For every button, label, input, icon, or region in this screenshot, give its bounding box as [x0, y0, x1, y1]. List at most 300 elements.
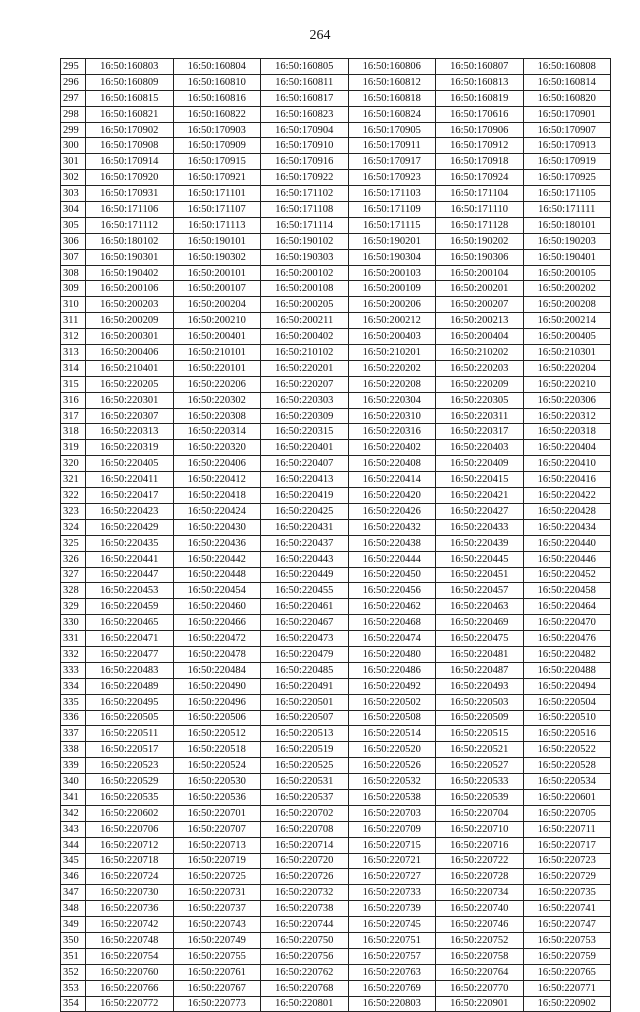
table-cell: 16:50:220525 [261, 758, 349, 774]
row-number: 306 [61, 233, 86, 249]
table-row [61, 74, 611, 90]
table-cell: 16:50:220506 [173, 710, 261, 726]
table-cell: 16:50:220704 [436, 805, 524, 821]
row-number: 310 [61, 297, 86, 313]
row-number: 336 [61, 710, 86, 726]
table-row [61, 631, 611, 647]
table-cell: 16:50:220745 [348, 917, 436, 933]
table-cell: 16:50:220313 [86, 424, 174, 440]
table-row [61, 742, 611, 758]
table-row [61, 59, 611, 75]
table-cell: 16:50:171106 [86, 202, 174, 218]
table-cell: 16:50:220602 [86, 805, 174, 821]
table-cell: 16:50:220717 [523, 837, 611, 853]
table-cell: 16:50:220803 [348, 996, 436, 1012]
table-cell: 16:50:220501 [261, 694, 349, 710]
table-row [61, 154, 611, 170]
table-cell: 16:50:220472 [173, 631, 261, 647]
table-cell: 16:50:160811 [261, 74, 349, 90]
table-cell: 16:50:160817 [261, 90, 349, 106]
table-cell: 16:50:171114 [261, 217, 349, 233]
table-cell: 16:50:220420 [348, 488, 436, 504]
row-number: 331 [61, 631, 86, 647]
table-cell: 16:50:220305 [436, 392, 524, 408]
table-cell: 16:50:220487 [436, 662, 524, 678]
table-cell: 16:50:220451 [436, 567, 524, 583]
table-cell: 16:50:170916 [261, 154, 349, 170]
row-number: 328 [61, 583, 86, 599]
table-cell: 16:50:200404 [436, 329, 524, 345]
table-cell: 16:50:220770 [436, 980, 524, 996]
table-row [61, 917, 611, 933]
table-cell: 16:50:220703 [348, 805, 436, 821]
table-cell: 16:50:220515 [436, 726, 524, 742]
table-cell: 16:50:220742 [86, 917, 174, 933]
table-cell: 16:50:220455 [261, 583, 349, 599]
table-cell: 16:50:170905 [348, 122, 436, 138]
table-row [61, 932, 611, 948]
table-row [61, 996, 611, 1012]
table-cell: 16:50:220416 [523, 472, 611, 488]
table-cell: 16:50:220425 [261, 503, 349, 519]
table-cell: 16:50:220486 [348, 662, 436, 678]
table-cell: 16:50:220320 [173, 440, 261, 456]
row-number: 333 [61, 662, 86, 678]
table-cell: 16:50:220466 [173, 615, 261, 631]
table-cell: 16:50:200301 [86, 329, 174, 345]
row-number: 316 [61, 392, 86, 408]
table-cell: 16:50:220530 [173, 774, 261, 790]
table-cell: 16:50:220429 [86, 519, 174, 535]
table-cell: 16:50:220458 [523, 583, 611, 599]
table-cell: 16:50:220724 [86, 869, 174, 885]
table-cell: 16:50:220459 [86, 599, 174, 615]
table-cell: 16:50:220533 [436, 774, 524, 790]
table-cell: 16:50:220722 [436, 853, 524, 869]
table-cell: 16:50:170908 [86, 138, 174, 154]
table-cell: 16:50:220708 [261, 821, 349, 837]
table-row [61, 853, 611, 869]
table-cell: 16:50:220449 [261, 567, 349, 583]
table-row [61, 615, 611, 631]
table-cell: 16:50:220760 [86, 964, 174, 980]
row-number: 344 [61, 837, 86, 853]
table-cell: 16:50:220481 [436, 646, 524, 662]
table-cell: 16:50:171107 [173, 202, 261, 218]
table-cell: 16:50:220526 [348, 758, 436, 774]
table-cell: 16:50:200208 [523, 297, 611, 313]
table-cell: 16:50:220453 [86, 583, 174, 599]
row-number: 297 [61, 90, 86, 106]
table-cell: 16:50:220531 [261, 774, 349, 790]
table-cell: 16:50:200403 [348, 329, 436, 345]
table-cell: 16:50:220737 [173, 901, 261, 917]
row-number: 312 [61, 329, 86, 345]
table-cell: 16:50:220437 [261, 535, 349, 551]
table-row [61, 186, 611, 202]
row-number: 318 [61, 424, 86, 440]
table-cell: 16:50:190102 [261, 233, 349, 249]
table-cell: 16:50:190101 [173, 233, 261, 249]
table-cell: 16:50:220744 [261, 917, 349, 933]
table-cell: 16:50:220719 [173, 853, 261, 869]
table-cell: 16:50:220312 [523, 408, 611, 424]
table-cell: 16:50:170906 [436, 122, 524, 138]
table-row [61, 599, 611, 615]
table-cell: 16:50:220409 [436, 456, 524, 472]
table-cell: 16:50:220731 [173, 885, 261, 901]
table-cell: 16:50:220730 [86, 885, 174, 901]
table-cell: 16:50:220537 [261, 789, 349, 805]
row-number: 334 [61, 678, 86, 694]
table-cell: 16:50:220447 [86, 567, 174, 583]
table-cell: 16:50:220755 [173, 948, 261, 964]
table-cell: 16:50:220404 [523, 440, 611, 456]
table-cell: 16:50:220514 [348, 726, 436, 742]
table-cell: 16:50:220720 [261, 853, 349, 869]
table-cell: 16:50:220315 [261, 424, 349, 440]
table-cell: 16:50:220801 [261, 996, 349, 1012]
table-cell: 16:50:170919 [523, 154, 611, 170]
table-cell: 16:50:220494 [523, 678, 611, 694]
row-number: 330 [61, 615, 86, 631]
table-row [61, 392, 611, 408]
table-cell: 16:50:220750 [261, 932, 349, 948]
table-cell: 16:50:220422 [523, 488, 611, 504]
table-cell: 16:50:220417 [86, 488, 174, 504]
table-cell: 16:50:220751 [348, 932, 436, 948]
table-cell: 16:50:200204 [173, 297, 261, 313]
table-row [61, 901, 611, 917]
table-cell: 16:50:220479 [261, 646, 349, 662]
row-number: 307 [61, 249, 86, 265]
table-cell: 16:50:220492 [348, 678, 436, 694]
table-cell: 16:50:200203 [86, 297, 174, 313]
table-cell: 16:50:200401 [173, 329, 261, 345]
row-number: 332 [61, 646, 86, 662]
table-cell: 16:50:220721 [348, 853, 436, 869]
table-row [61, 360, 611, 376]
table-cell: 16:50:160822 [173, 106, 261, 122]
table-cell: 16:50:220740 [436, 901, 524, 917]
row-number: 340 [61, 774, 86, 790]
table-cell: 16:50:200101 [173, 265, 261, 281]
table-cell: 16:50:220723 [523, 853, 611, 869]
table-cell: 16:50:220493 [436, 678, 524, 694]
table-cell: 16:50:220443 [261, 551, 349, 567]
table-cell: 16:50:220535 [86, 789, 174, 805]
table-cell: 16:50:220701 [173, 805, 261, 821]
table-cell: 16:50:220432 [348, 519, 436, 535]
table-cell: 16:50:220448 [173, 567, 261, 583]
table-cell: 16:50:220743 [173, 917, 261, 933]
table-cell: 16:50:220471 [86, 631, 174, 647]
table-cell: 16:50:220210 [523, 376, 611, 392]
table-cell: 16:50:220505 [86, 710, 174, 726]
table-cell: 16:50:220301 [86, 392, 174, 408]
row-number: 309 [61, 281, 86, 297]
table-cell: 16:50:220769 [348, 980, 436, 996]
table-cell: 16:50:220306 [523, 392, 611, 408]
table-cell: 16:50:220718 [86, 853, 174, 869]
table-cell: 16:50:220418 [173, 488, 261, 504]
table-row [61, 774, 611, 790]
table-cell: 16:50:170925 [523, 170, 611, 186]
table-cell: 16:50:160816 [173, 90, 261, 106]
table-cell: 16:50:220711 [523, 821, 611, 837]
table-cell: 16:50:220524 [173, 758, 261, 774]
table-cell: 16:50:220495 [86, 694, 174, 710]
table-cell: 16:50:200104 [436, 265, 524, 281]
table-cell: 16:50:220208 [348, 376, 436, 392]
table-cell: 16:50:220444 [348, 551, 436, 567]
table-cell: 16:50:210201 [348, 345, 436, 361]
row-number: 315 [61, 376, 86, 392]
table-cell: 16:50:220311 [436, 408, 524, 424]
table-cell: 16:50:210301 [523, 345, 611, 361]
table-row [61, 456, 611, 472]
table-cell: 16:50:220532 [348, 774, 436, 790]
table-cell: 16:50:220478 [173, 646, 261, 662]
table-cell: 16:50:220485 [261, 662, 349, 678]
table-cell: 16:50:160821 [86, 106, 174, 122]
table-cell: 16:50:200106 [86, 281, 174, 297]
table-cell: 16:50:200207 [436, 297, 524, 313]
table-cell: 16:50:220430 [173, 519, 261, 535]
table-cell: 16:50:200109 [348, 281, 436, 297]
table-cell: 16:50:220518 [173, 742, 261, 758]
table-cell: 16:50:160803 [86, 59, 174, 75]
table-cell: 16:50:200402 [261, 329, 349, 345]
row-number: 298 [61, 106, 86, 122]
table-cell: 16:50:170616 [436, 106, 524, 122]
table-row [61, 281, 611, 297]
row-number: 311 [61, 313, 86, 329]
table-cell: 16:50:220433 [436, 519, 524, 535]
table-cell: 16:50:220427 [436, 503, 524, 519]
table-cell: 16:50:220771 [523, 980, 611, 996]
table-cell: 16:50:220736 [86, 901, 174, 917]
table-cell: 16:50:220412 [173, 472, 261, 488]
table-cell: 16:50:210102 [261, 345, 349, 361]
table-cell: 16:50:220710 [436, 821, 524, 837]
table-cell: 16:50:220490 [173, 678, 261, 694]
table-row [61, 233, 611, 249]
row-number: 326 [61, 551, 86, 567]
table-cell: 16:50:220205 [86, 376, 174, 392]
table-cell: 16:50:220101 [173, 360, 261, 376]
table-cell: 16:50:190402 [86, 265, 174, 281]
table-cell: 16:50:220725 [173, 869, 261, 885]
table-row [61, 265, 611, 281]
table-cell: 16:50:170920 [86, 170, 174, 186]
table-cell: 16:50:220773 [173, 996, 261, 1012]
table-cell: 16:50:190303 [261, 249, 349, 265]
table-cell: 16:50:200205 [261, 297, 349, 313]
row-number: 313 [61, 345, 86, 361]
table-cell: 16:50:220310 [348, 408, 436, 424]
table-cell: 16:50:160820 [523, 90, 611, 106]
table-cell: 16:50:170901 [523, 106, 611, 122]
table-cell: 16:50:220452 [523, 567, 611, 583]
table-row [61, 980, 611, 996]
table-cell: 16:50:220206 [173, 376, 261, 392]
table-row [61, 694, 611, 710]
table-cell: 16:50:200103 [348, 265, 436, 281]
table-cell: 16:50:220752 [436, 932, 524, 948]
row-number: 325 [61, 535, 86, 551]
table-cell: 16:50:220734 [436, 885, 524, 901]
table-cell: 16:50:220480 [348, 646, 436, 662]
table-cell: 16:50:220446 [523, 551, 611, 567]
table-row [61, 472, 611, 488]
table-row [61, 297, 611, 313]
table-cell: 16:50:220406 [173, 456, 261, 472]
table-cell: 16:50:220511 [86, 726, 174, 742]
row-number: 322 [61, 488, 86, 504]
table-cell: 16:50:220713 [173, 837, 261, 853]
table-cell: 16:50:220408 [348, 456, 436, 472]
table-row [61, 726, 611, 742]
table-cell: 16:50:220714 [261, 837, 349, 853]
table-cell: 16:50:220756 [261, 948, 349, 964]
table-row [61, 376, 611, 392]
table-cell: 16:50:220441 [86, 551, 174, 567]
table-cell: 16:50:220523 [86, 758, 174, 774]
table-cell: 16:50:220729 [523, 869, 611, 885]
table-cell: 16:50:220435 [86, 535, 174, 551]
table-cell: 16:50:220434 [523, 519, 611, 535]
row-number: 345 [61, 853, 86, 869]
table-cell: 16:50:220204 [523, 360, 611, 376]
table-cell: 16:50:171115 [348, 217, 436, 233]
table-row [61, 710, 611, 726]
table-cell: 16:50:220516 [523, 726, 611, 742]
table-cell: 16:50:220407 [261, 456, 349, 472]
table-cell: 16:50:180101 [523, 217, 611, 233]
table-cell: 16:50:160815 [86, 90, 174, 106]
table-cell: 16:50:210401 [86, 360, 174, 376]
table-row [61, 122, 611, 138]
table-cell: 16:50:160812 [348, 74, 436, 90]
table-cell: 16:50:171110 [436, 202, 524, 218]
row-number: 321 [61, 472, 86, 488]
table-cell: 16:50:170915 [173, 154, 261, 170]
table-cell: 16:50:200206 [348, 297, 436, 313]
table-cell: 16:50:220314 [173, 424, 261, 440]
table-cell: 16:50:190302 [173, 249, 261, 265]
table-row [61, 646, 611, 662]
table-cell: 16:50:220735 [523, 885, 611, 901]
table-cell: 16:50:220419 [261, 488, 349, 504]
table-cell: 16:50:200107 [173, 281, 261, 297]
table-cell: 16:50:220716 [436, 837, 524, 853]
table-cell: 16:50:220445 [436, 551, 524, 567]
table-cell: 16:50:170902 [86, 122, 174, 138]
table-cell: 16:50:170904 [261, 122, 349, 138]
table-cell: 16:50:220467 [261, 615, 349, 631]
table-cell: 16:50:220454 [173, 583, 261, 599]
table-row [61, 583, 611, 599]
row-number: 302 [61, 170, 86, 186]
table-row [61, 138, 611, 154]
table-row [61, 408, 611, 424]
table-row [61, 503, 611, 519]
table-cell: 16:50:220317 [436, 424, 524, 440]
table-cell: 16:50:220302 [173, 392, 261, 408]
table-cell: 16:50:190201 [348, 233, 436, 249]
table-cell: 16:50:220450 [348, 567, 436, 583]
table-cell: 16:50:170917 [348, 154, 436, 170]
table-cell: 16:50:170921 [173, 170, 261, 186]
table-row [61, 837, 611, 853]
table-cell: 16:50:220463 [436, 599, 524, 615]
table-cell: 16:50:160818 [348, 90, 436, 106]
table-cell: 16:50:170922 [261, 170, 349, 186]
table-cell: 16:50:220209 [436, 376, 524, 392]
table-cell: 16:50:200209 [86, 313, 174, 329]
table-cell: 16:50:220504 [523, 694, 611, 710]
table-cell: 16:50:170907 [523, 122, 611, 138]
table-cell: 16:50:170914 [86, 154, 174, 170]
row-number: 305 [61, 217, 86, 233]
row-number: 347 [61, 885, 86, 901]
row-number: 295 [61, 59, 86, 75]
table-cell: 16:50:220513 [261, 726, 349, 742]
table-cell: 16:50:220475 [436, 631, 524, 647]
table-cell: 16:50:190301 [86, 249, 174, 265]
table-cell: 16:50:220741 [523, 901, 611, 917]
table-row [61, 758, 611, 774]
row-number: 314 [61, 360, 86, 376]
table-row [61, 440, 611, 456]
row-number: 352 [61, 964, 86, 980]
table-cell: 16:50:171103 [348, 186, 436, 202]
table-row [61, 885, 611, 901]
table-cell: 16:50:200211 [261, 313, 349, 329]
table-cell: 16:50:220457 [436, 583, 524, 599]
table-cell: 16:50:190304 [348, 249, 436, 265]
table-cell: 16:50:220601 [523, 789, 611, 805]
table-row [61, 106, 611, 122]
table-cell: 16:50:200202 [523, 281, 611, 297]
table-cell: 16:50:220727 [348, 869, 436, 885]
table-cell: 16:50:170923 [348, 170, 436, 186]
row-number: 346 [61, 869, 86, 885]
row-number: 303 [61, 186, 86, 202]
page-number: 264 [309, 28, 331, 43]
table-cell: 16:50:220767 [173, 980, 261, 996]
table-cell: 16:50:220705 [523, 805, 611, 821]
table-cell: 16:50:220508 [348, 710, 436, 726]
table-cell: 16:50:220748 [86, 932, 174, 948]
table-cell: 16:50:160807 [436, 59, 524, 75]
table-cell: 16:50:220462 [348, 599, 436, 615]
table-row [61, 869, 611, 885]
table-cell: 16:50:220423 [86, 503, 174, 519]
row-number: 337 [61, 726, 86, 742]
table-row [61, 551, 611, 567]
table-row [61, 345, 611, 361]
table-cell: 16:50:220439 [436, 535, 524, 551]
row-number: 351 [61, 948, 86, 964]
table-cell: 16:50:160810 [173, 74, 261, 90]
table-cell: 16:50:171111 [523, 202, 611, 218]
row-number: 327 [61, 567, 86, 583]
table-cell: 16:50:220308 [173, 408, 261, 424]
table-cell: 16:50:170924 [436, 170, 524, 186]
row-number: 353 [61, 980, 86, 996]
